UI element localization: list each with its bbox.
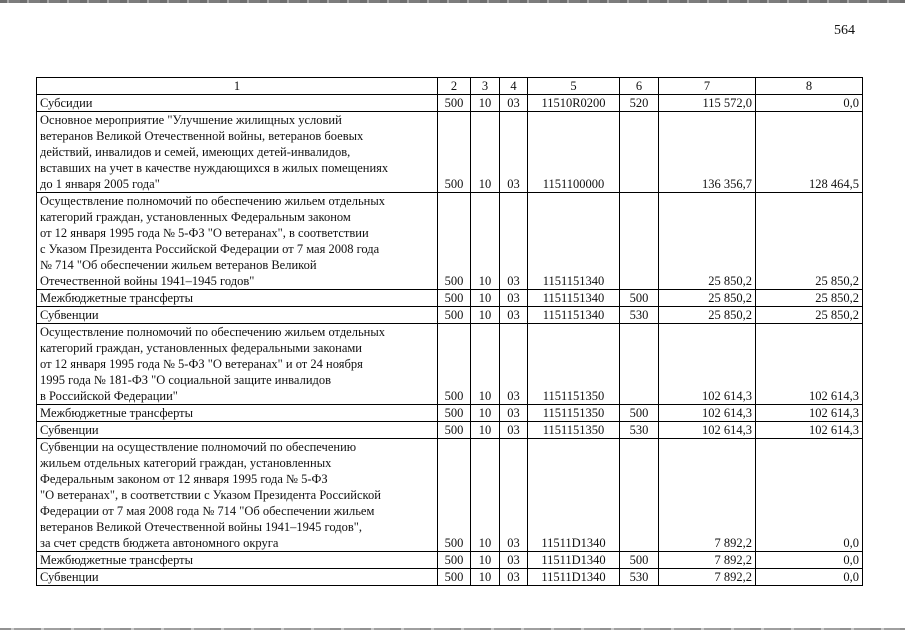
row-expense-type [620,112,659,193]
row-paragraph: 03 [500,193,528,290]
column-header: 5 [528,78,620,95]
row-amount-col7: 25 850,2 [659,193,756,290]
table-row [37,307,863,324]
row-subsection: 10 [471,405,500,422]
row-target-code: 11511D1340 [528,439,620,552]
row-paragraph: 03 [500,552,528,569]
row-target-code: 11511D1340 [528,569,620,586]
row-target-code: 1151151340 [528,290,620,307]
row-name: Субвенции на осуществление полномочий по обеспечению жильем отдельных категорий граждан, установленных Федеральным законом от 12 января 1995 года № 5-ФЗ "О ветеранах", в соответствии с Указом Президента Российской Федерации от 7 мая 2008 года № 714 "Об обеспечении жильем ветеранов Великой Отечественной войны 1941–1945 годов", за счет средств бюджета автономного округа [37,439,438,552]
row-paragraph: 03 [500,569,528,586]
row-section: 500 [438,324,471,405]
row-name: Осуществление полномочий по обеспечению жильем отдельных категорий граждан, установленных Федеральным законом от 12 января 1995 года № 5-ФЗ "О ветеранах", в соответствии с Указом Президента Российской Федерации от 7 мая 2008 года № 714 "Об обеспечении жильем ветеранов Великой Отечественной войны 1941–1945 годов" [37,193,438,290]
row-amount-col8: 0,0 [756,439,863,552]
row-subsection: 10 [471,193,500,290]
row-amount-col8: 0,0 [756,569,863,586]
column-header: 1 [37,78,438,95]
row-amount-col7: 25 850,2 [659,307,756,324]
row-section: 500 [438,307,471,324]
row-subsection: 10 [471,552,500,569]
table-row [37,290,863,307]
row-amount-col7: 115 572,0 [659,95,756,112]
row-name: Осуществление полномочий по обеспечению жильем отдельных категорий граждан, установленных федеральными законами от 12 января 1995 года № 5-ФЗ "О ветеранах" и от 24 ноября 1995 года № 181-ФЗ "О социальной защите инвалидов в Российской Федерации" [37,324,438,405]
row-paragraph: 03 [500,95,528,112]
row-amount-col7: 7 892,2 [659,552,756,569]
row-expense-type [620,193,659,290]
row-section: 500 [438,569,471,586]
column-header: 3 [471,78,500,95]
table-row [37,193,863,290]
row-expense-type: 500 [620,290,659,307]
row-section: 500 [438,112,471,193]
row-amount-col8: 25 850,2 [756,290,863,307]
row-expense-type: 530 [620,422,659,439]
table-row [37,112,863,193]
row-target-code: 1151151350 [528,422,620,439]
row-expense-type: 500 [620,552,659,569]
row-name: Основное мероприятие "Улучшение жилищных условий ветеранов Великой Отечественной войны, ветеранов боевых действий, инвалидов и семей, имеющих детей-инвалидов, вставших на учет в качестве нуждающихся в жилых помещениях до 1 января 2005 года" [37,112,438,193]
table-row [37,422,863,439]
column-header: 7 [659,78,756,95]
row-paragraph: 03 [500,324,528,405]
table-row [37,552,863,569]
row-amount-col8: 102 614,3 [756,405,863,422]
row-name: Субвенции [37,569,438,586]
row-amount-col7: 136 356,7 [659,112,756,193]
column-header: 6 [620,78,659,95]
row-expense-type: 530 [620,569,659,586]
row-expense-type: 520 [620,95,659,112]
row-subsection: 10 [471,95,500,112]
row-target-code: 11510R0200 [528,95,620,112]
row-name: Межбюджетные трансферты [37,405,438,422]
row-target-code: 1151151350 [528,405,620,422]
column-header: 4 [500,78,528,95]
row-paragraph: 03 [500,422,528,439]
row-amount-col8: 128 464,5 [756,112,863,193]
row-section: 500 [438,552,471,569]
row-expense-type: 530 [620,307,659,324]
row-expense-type: 500 [620,405,659,422]
row-paragraph: 03 [500,290,528,307]
row-subsection: 10 [471,569,500,586]
row-expense-type [620,324,659,405]
scan-edge-top [0,0,905,3]
row-subsection: 10 [471,290,500,307]
table-row [37,95,863,112]
row-amount-col7: 7 892,2 [659,569,756,586]
row-section: 500 [438,290,471,307]
row-section: 500 [438,405,471,422]
row-amount-col7: 102 614,3 [659,422,756,439]
row-amount-col7: 102 614,3 [659,405,756,422]
row-amount-col8: 102 614,3 [756,324,863,405]
table-row [37,405,863,422]
row-amount-col8: 0,0 [756,95,863,112]
row-paragraph: 03 [500,112,528,193]
row-amount-col7: 7 892,2 [659,439,756,552]
row-subsection: 10 [471,307,500,324]
row-subsection: 10 [471,112,500,193]
row-paragraph: 03 [500,405,528,422]
row-target-code: 1151151340 [528,193,620,290]
row-subsection: 10 [471,422,500,439]
table-row [37,569,863,586]
column-header: 2 [438,78,471,95]
row-section: 500 [438,439,471,552]
row-amount-col8: 25 850,2 [756,193,863,290]
row-target-code: 11511D1340 [528,552,620,569]
scan-edge-bottom [0,628,905,630]
row-name: Субсидии [37,95,438,112]
row-section: 500 [438,95,471,112]
budget-table [36,77,863,586]
row-paragraph: 03 [500,439,528,552]
row-subsection: 10 [471,439,500,552]
row-amount-col7: 25 850,2 [659,290,756,307]
row-section: 500 [438,193,471,290]
row-amount-col7: 102 614,3 [659,324,756,405]
row-target-code: 1151151340 [528,307,620,324]
row-target-code: 1151151350 [528,324,620,405]
row-name: Межбюджетные трансферты [37,552,438,569]
table-header-row [37,78,863,95]
row-paragraph: 03 [500,307,528,324]
column-header: 8 [756,78,863,95]
table-row [37,439,863,552]
row-name: Субвенции [37,422,438,439]
page-number: 564 [834,23,855,38]
table-row [37,324,863,405]
row-amount-col8: 25 850,2 [756,307,863,324]
row-name: Субвенции [37,307,438,324]
row-subsection: 10 [471,324,500,405]
row-name: Межбюджетные трансферты [37,290,438,307]
row-section: 500 [438,422,471,439]
row-expense-type [620,439,659,552]
row-target-code: 1151100000 [528,112,620,193]
row-amount-col8: 0,0 [756,552,863,569]
row-amount-col8: 102 614,3 [756,422,863,439]
